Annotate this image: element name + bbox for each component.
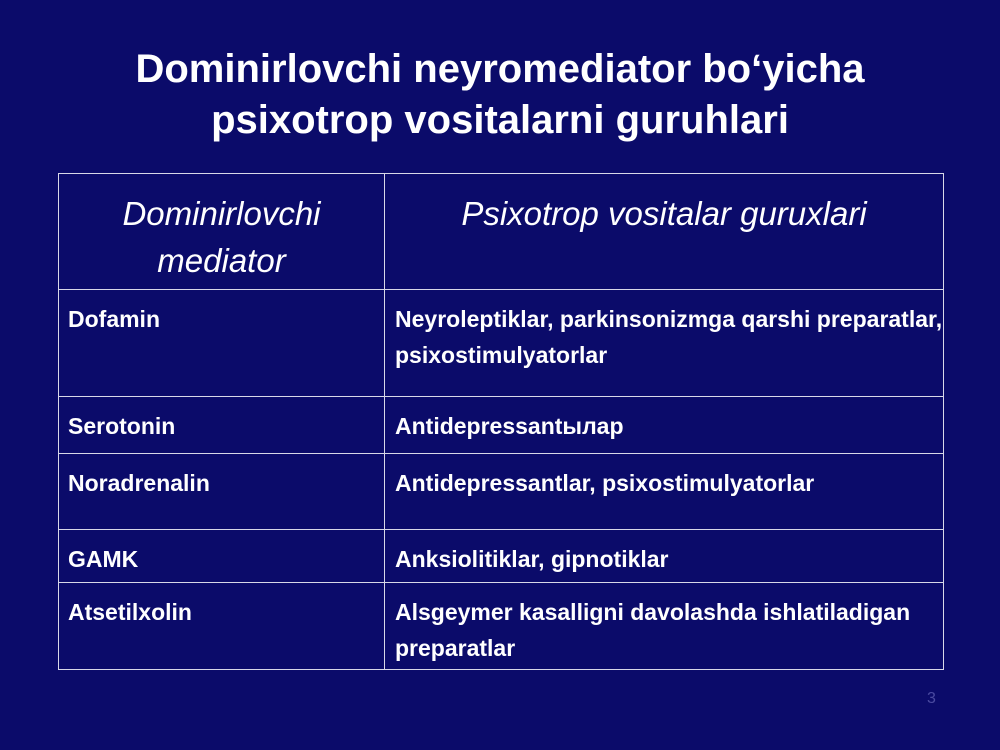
page-number: 3 — [927, 690, 936, 707]
groups-cell: Alsgeymer kasalligni davolashda ishlatiladigan preparatlar — [385, 583, 944, 670]
title-line-2: psixotrop vositalarni guruhlari — [211, 98, 789, 142]
slide-title — [60, 44, 940, 146]
table-row — [59, 583, 944, 670]
header-groups: Psixotrop vositalar guruxlari — [385, 174, 944, 290]
groups-cell: Neyroleptiklar, parkinsonizmga qarshi preparatlar, psixostimulyatorlar — [385, 290, 944, 397]
groups-cell: Antidepressantlar, psixostimulyatorlar — [385, 454, 944, 530]
header-mediator: Dominirlovchi mediator — [59, 174, 385, 290]
table-row — [59, 397, 944, 454]
mediator-cell: GAMK — [59, 530, 385, 583]
mediator-table — [58, 173, 944, 670]
title-line-1: Dominirlovchi neyromediator bo‘yicha — [135, 47, 865, 91]
mediator-cell: Dofamin — [59, 290, 385, 397]
mediator-cell: Serotonin — [59, 397, 385, 454]
mediator-cell: Noradrenalin — [59, 454, 385, 530]
groups-cell: Anksiolitiklar, gipnotiklar — [385, 530, 944, 583]
mediator-cell: Atsetilxolin — [59, 583, 385, 670]
table-row — [59, 530, 944, 583]
table-row — [59, 454, 944, 530]
groups-cell: Antidepressantылар — [385, 397, 944, 454]
table-header-row — [59, 174, 944, 290]
table-row — [59, 290, 944, 397]
